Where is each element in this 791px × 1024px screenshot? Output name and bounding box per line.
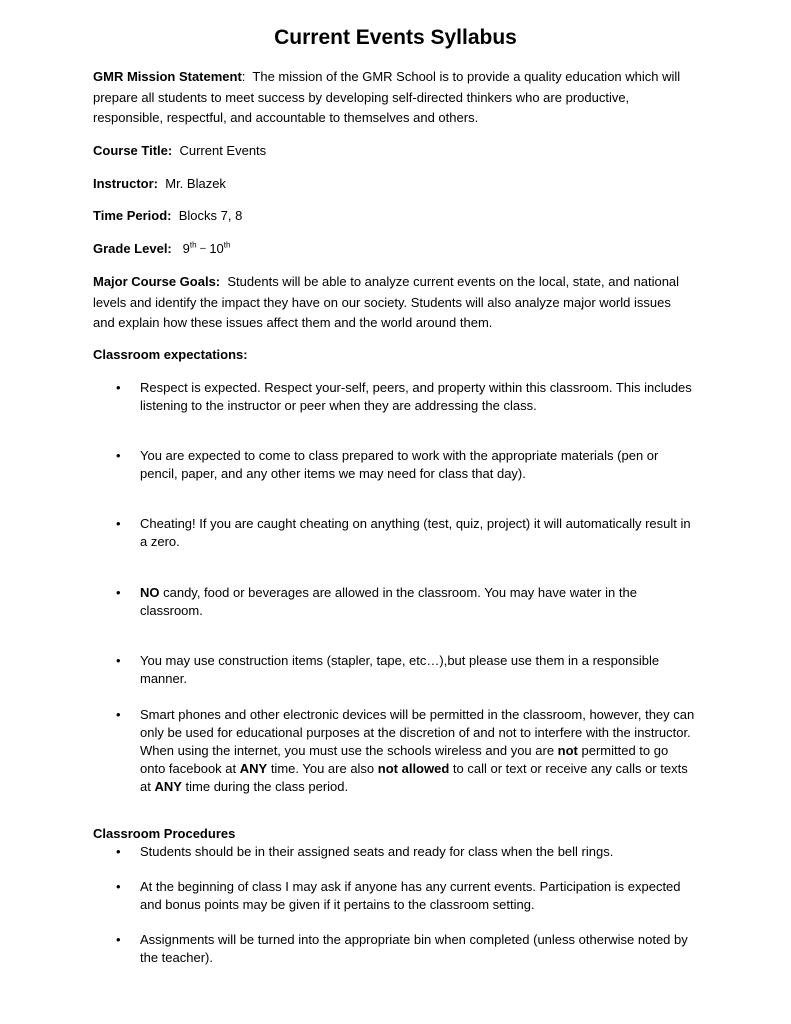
goals-text: Students will be able to analyze current events on the local, state, and national levels and identify the impact they have on our society. Students will also analyze major world issues and explain how these issues affect them and the world around them. xyxy=(93,274,680,330)
bullet: • xyxy=(116,585,121,600)
list-item-text: Students should be in their assigned seats and ready for class when the bell rings. xyxy=(140,844,614,859)
mission-label: GMR Mission Statement xyxy=(93,69,242,84)
list-item-text: Assignments will be turned into the appropriate bin when completed (unless otherwise noted by the teacher). xyxy=(140,932,688,965)
goals-label: Major Course Goals: xyxy=(93,274,221,289)
list-item-text: Smart phones and other electronic devices will be permitted in the classroom, however, they can only be used for educational purposes at the discretion of and not to interfere with the instructor. When using the internet, you must use the schools wireless and you are not permitted to go onto facebook at ANY time. You are also not allowed to call or text or receive any calls or texts at ANY time during the class period. xyxy=(140,707,695,794)
expectations-heading: Classroom expectations: xyxy=(93,347,248,362)
grade-level-label: Grade Level: xyxy=(93,241,172,256)
bullet: • xyxy=(116,707,121,722)
grade-to: 10 xyxy=(209,241,224,256)
list-item-text: At the beginning of class I may ask if anyone has any current events. Participation is expected and bonus points may be given if it pertains to the classroom setting. xyxy=(140,879,681,912)
bullet: • xyxy=(116,380,121,395)
grade-to-suffix: th xyxy=(223,240,231,250)
list-item-text: You may use construction items (stapler, tape, etc…),but please use them in a responsible manner. xyxy=(140,653,660,686)
list-item-text: Respect is expected. Respect your-self, peers, and property within this classroom. This includes listening to the instructor or peer when they are addressing the class. xyxy=(140,380,692,413)
instructor-value: Mr. Blazek xyxy=(165,176,226,191)
page-title: Current Events Syllabus xyxy=(274,26,517,49)
bullet: • xyxy=(116,516,121,531)
list-item-text: You are expected to come to class prepared to work with the appropriate materials (pen or pencil, paper, and any other items we may need for class that day). xyxy=(140,448,659,481)
instructor-label: Instructor: xyxy=(93,176,158,191)
list-item-text: NO candy, food or beverages are allowed in the classroom. You may have water in the classroom. xyxy=(140,585,637,618)
time-period xyxy=(93,207,696,225)
bullet: • xyxy=(116,448,121,463)
course-goals xyxy=(93,272,696,334)
bullet: • xyxy=(116,844,121,859)
grade-from: 9 xyxy=(182,241,190,256)
course-title-label: Course Title: xyxy=(93,143,173,158)
grade-level xyxy=(93,240,696,258)
time-period-label: Time Period: xyxy=(93,208,172,223)
list-item-text: Cheating! If you are caught cheating on anything (test, quiz, project) it will automatically result in a zero. xyxy=(140,516,691,549)
grade-separator: – xyxy=(200,243,206,254)
bullet: • xyxy=(116,879,121,894)
bullet: • xyxy=(116,932,121,947)
mission-text: The mission of the GMR School is to provide a quality education which will prepare all students to meet success by developing self-directed thinkers who are productive, responsible, respectful, and accountable to themselves and others. xyxy=(93,69,681,125)
instructor xyxy=(93,175,696,193)
grade-from-suffix: th xyxy=(189,240,197,250)
course-title-value: Current Events xyxy=(179,143,267,158)
course-title xyxy=(93,142,696,160)
mission-statement: GMR Mission Statement: The mission of the GMR School is to provide a quality education which will prepare all students to meet success by developing self-directed thinkers who are productive, responsible, respectful, and accountable to themselves and others. xyxy=(93,69,681,125)
bullet: • xyxy=(116,653,121,668)
time-period-value: Blocks 7, 8 xyxy=(178,208,243,223)
procedures-heading: Classroom Procedures xyxy=(93,826,236,841)
